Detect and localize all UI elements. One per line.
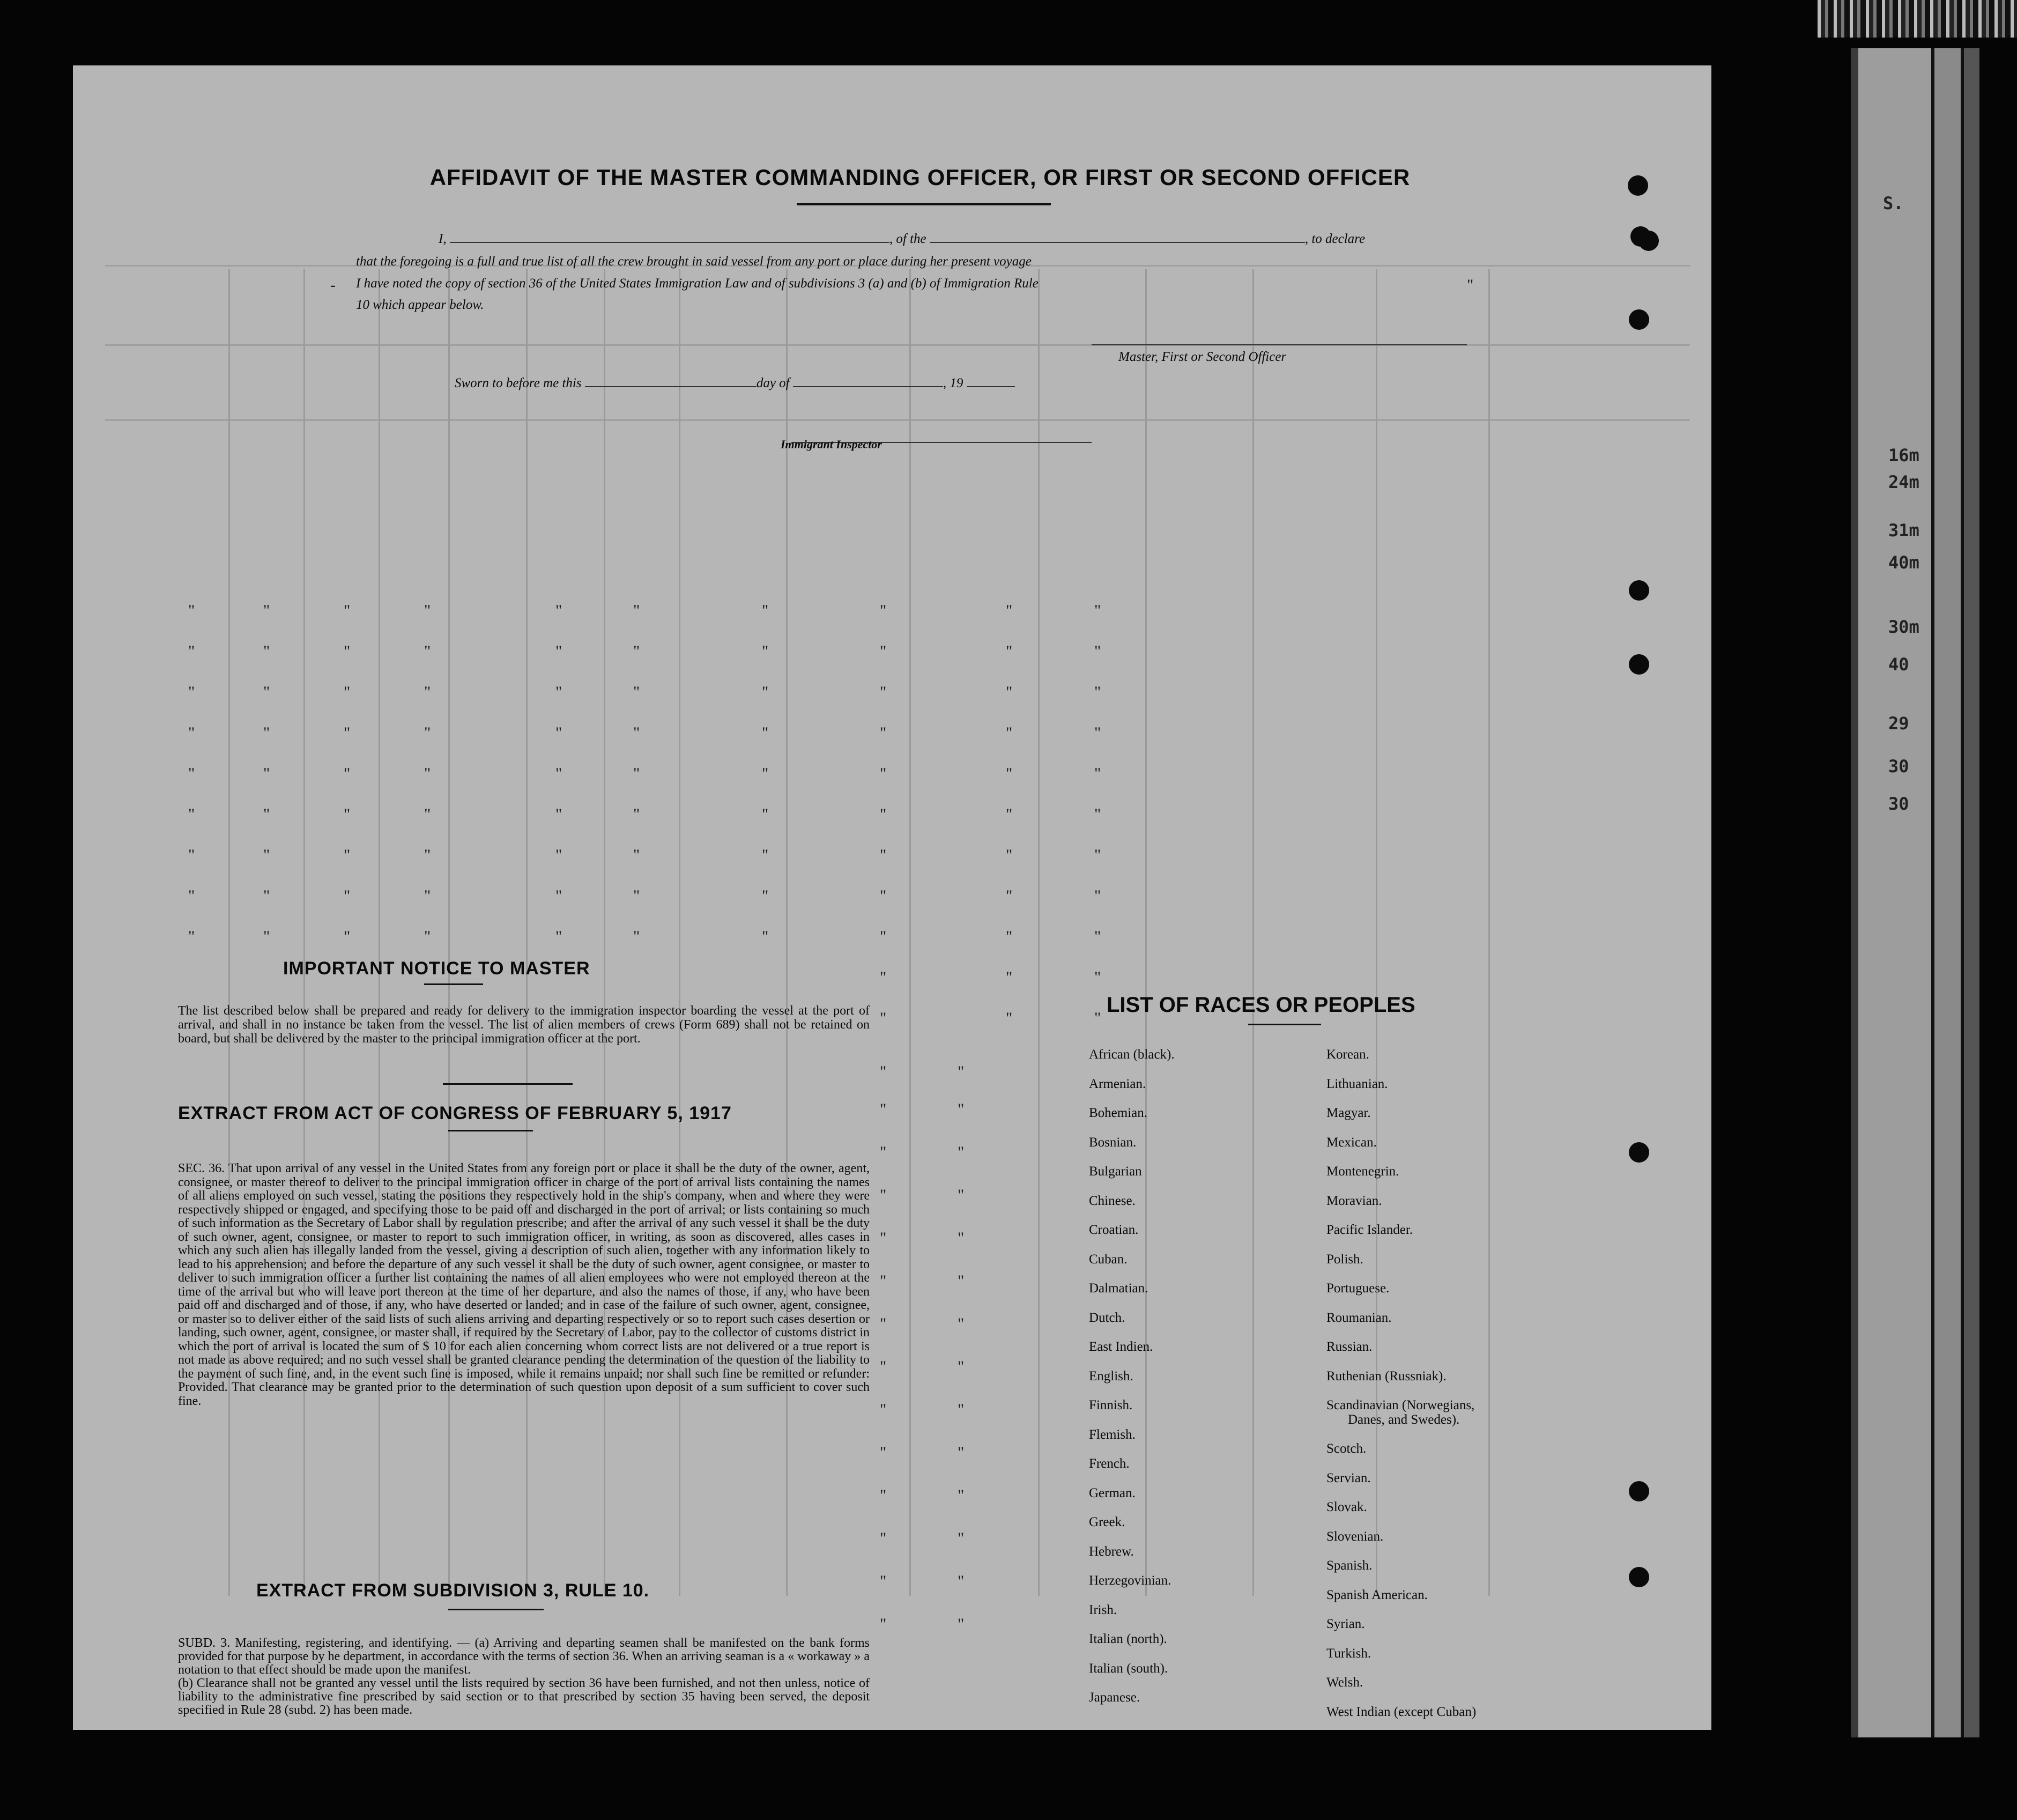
race-item: Roumanian.: [1326, 1310, 1392, 1325]
race-item: Slovenian.: [1326, 1529, 1384, 1544]
ditto-mark: ": [958, 1358, 965, 1375]
inspector-label: Immigrant Inspector: [781, 438, 882, 451]
race-item: Chinese.: [1089, 1193, 1136, 1208]
race-item: East Indien.: [1089, 1340, 1153, 1354]
ditto-mark: ": [880, 602, 887, 619]
ditto-mark: ": [1094, 968, 1101, 986]
ditto-mark: ": [880, 1315, 887, 1333]
bleed-through-column: [1488, 269, 1490, 1596]
ditto-mark: ": [555, 805, 562, 823]
ditto-mark: ": [880, 887, 887, 905]
ditto-mark: ": [958, 1143, 965, 1161]
ditto-mark: ": [880, 1401, 887, 1418]
ditto-mark: ": [880, 765, 887, 782]
strip-mark: 16m: [1888, 445, 1919, 465]
races-underline: [1248, 1024, 1321, 1025]
ditto-mark: ": [1006, 805, 1013, 823]
ditto-mark: ": [762, 724, 769, 742]
ditto-mark: ": [880, 1272, 887, 1290]
ditto-mark: ": [880, 1100, 887, 1118]
ditto-mark: ": [880, 683, 887, 701]
ditto-mark: ": [880, 1444, 887, 1461]
race-item: Danes, and Swedes).: [1348, 1412, 1460, 1427]
ditto-mark: ": [880, 1143, 887, 1161]
affidavit-title: AFFIDAVIT OF THE MASTER COMMANDING OFFICER, OR FIRST OR SECOND OFFICER: [429, 165, 1411, 190]
ditto-mark: ": [958, 1229, 965, 1247]
dash-mark: -: [330, 276, 336, 294]
ditto-mark: ": [880, 1063, 887, 1081]
ditto-mark: ": [958, 1063, 965, 1081]
strip-mark: 30m: [1888, 617, 1919, 637]
notice-title: IMPORTANT NOTICE TO MASTER: [283, 958, 590, 979]
affidavit-line-1c: , to declare: [1304, 232, 1366, 246]
ditto-mark: ": [958, 1315, 965, 1333]
ditto-mark: ": [880, 805, 887, 823]
ditto-mark: ": [880, 1009, 887, 1027]
ditto-mark: ": [555, 724, 562, 742]
strip-mark: 24m: [1888, 472, 1919, 492]
ditto-mark: ": [762, 642, 769, 660]
ditto-mark: ": [263, 683, 270, 701]
ditto-mark: ": [958, 1100, 965, 1118]
race-item: Croatian.: [1089, 1223, 1139, 1237]
ditto-mark: ": [188, 928, 195, 945]
rule-title: EXTRACT FROM SUBDIVISION 3, RULE 10.: [256, 1580, 650, 1601]
ditto-mark: ": [1006, 1009, 1013, 1027]
ditto-mark: ": [762, 683, 769, 701]
ditto-mark: ": [1094, 683, 1101, 701]
ditto-mark: ": [344, 846, 351, 864]
ditto-mark: ": [880, 968, 887, 986]
race-item: Scandinavian (Norwegians,: [1326, 1398, 1475, 1412]
races-left-column: [1089, 1047, 1175, 1719]
punch-hole: [1629, 654, 1649, 675]
ditto-mark: ": [762, 765, 769, 782]
ditto-mark: ": [762, 887, 769, 905]
ditto-mark: ": [1006, 683, 1013, 701]
race-item: Polish.: [1326, 1252, 1363, 1267]
race-item: Turkish.: [1326, 1646, 1371, 1661]
ditto-mark: ": [1006, 846, 1013, 864]
ditto-mark: ": [880, 1186, 887, 1204]
ditto-mark: ": [344, 602, 351, 619]
race-item: Pacific Islander.: [1326, 1223, 1413, 1237]
sworn-b: day of: [756, 376, 790, 390]
race-item: Japanese.: [1089, 1690, 1140, 1705]
ditto-mark: ": [880, 1229, 887, 1247]
bleed-through-column: [1038, 269, 1040, 1596]
ditto-mark: ": [1094, 724, 1101, 742]
sworn-month-blank[interactable]: [793, 374, 943, 387]
ditto-mark: ": [263, 928, 270, 945]
act-title: EXTRACT FROM ACT OF CONGRESS OF FEBRUARY 5, 1917: [178, 1103, 732, 1123]
signature-blank[interactable]: [1092, 332, 1467, 345]
sworn-year-blank[interactable]: [967, 374, 1015, 387]
ditto-mark: ": [958, 1444, 965, 1461]
race-item: French.: [1089, 1456, 1130, 1471]
ditto-mark: ": [263, 765, 270, 782]
film-edge: [1818, 0, 2017, 38]
ditto-mark: ": [344, 683, 351, 701]
ditto-mark: ": [1467, 276, 1474, 294]
strip-edge-line: [1961, 48, 1964, 1737]
strip-mark: 31m: [1888, 520, 1919, 541]
strip-mark: S.: [1883, 193, 1904, 213]
sworn-a: Sworn to before me this: [455, 376, 582, 390]
affidavit-line-1b: , of the: [889, 232, 926, 246]
signature-label: Master, First or Second Officer: [1118, 350, 1287, 364]
ditto-mark: ": [555, 846, 562, 864]
ditto-mark: ": [344, 887, 351, 905]
ditto-mark: ": [344, 805, 351, 823]
ditto-mark: ": [958, 1272, 965, 1290]
ditto-mark: ": [344, 642, 351, 660]
race-item: Greek.: [1089, 1515, 1125, 1529]
race-item: Ruthenian (Russniak).: [1326, 1368, 1447, 1384]
ditto-mark: ": [633, 846, 640, 864]
affidavit-line-4: 10 which appear below.: [356, 298, 484, 312]
ditto-mark: ": [188, 602, 195, 619]
race-item: Spanish American.: [1326, 1587, 1428, 1602]
ditto-mark: ": [958, 1486, 965, 1504]
punch-hole: [1629, 1142, 1649, 1163]
ditto-mark: ": [1006, 887, 1013, 905]
ditto-mark: ": [1006, 642, 1013, 660]
ditto-mark: ": [1094, 805, 1101, 823]
ditto-mark: ": [880, 1572, 887, 1590]
ditto-mark: ": [424, 724, 431, 742]
race-item: Italian (south).: [1089, 1661, 1168, 1676]
ditto-mark: ": [1094, 642, 1101, 660]
punch-hole: [1638, 231, 1659, 251]
ditto-mark: ": [633, 887, 640, 905]
document-page: [73, 65, 1711, 1730]
ditto-mark: ": [1006, 765, 1013, 782]
race-item: Bulgarian: [1089, 1164, 1142, 1179]
strip-mark: 29: [1888, 713, 1909, 734]
race-item: African (black).: [1089, 1047, 1175, 1062]
ditto-mark: ": [1094, 887, 1101, 905]
race-item: Bosnian.: [1089, 1135, 1137, 1150]
bleed-through-column: [909, 269, 911, 1596]
ditto-mark: ": [555, 683, 562, 701]
ditto-mark: ": [762, 928, 769, 945]
ditto-mark: ": [424, 765, 431, 782]
ditto-mark: ": [633, 805, 640, 823]
race-item: Irish.: [1089, 1602, 1117, 1617]
bleed-through-column: [1252, 269, 1254, 1596]
ditto-mark: ": [555, 887, 562, 905]
ditto-mark: ": [958, 1615, 965, 1633]
bleed-through-rule: [105, 419, 1690, 421]
ditto-mark: ": [880, 1529, 887, 1547]
race-item: Moravian.: [1326, 1193, 1382, 1208]
ditto-mark: ": [344, 928, 351, 945]
vessel-blank[interactable]: [930, 230, 1305, 243]
ditto-mark: ": [424, 928, 431, 945]
ditto-mark: ": [1094, 928, 1101, 945]
ditto-mark: ": [1006, 928, 1013, 945]
ditto-mark: ": [555, 602, 562, 619]
punch-hole: [1629, 1481, 1649, 1501]
race-item: Flemish.: [1089, 1427, 1136, 1442]
race-item: Scotch.: [1326, 1441, 1367, 1456]
ditto-mark: ": [1094, 846, 1101, 864]
ditto-mark: ": [263, 602, 270, 619]
race-item: Hebrew.: [1089, 1544, 1134, 1559]
race-item: Herzegovinian.: [1089, 1573, 1171, 1588]
ditto-mark: ": [633, 683, 640, 701]
ditto-mark: ": [263, 642, 270, 660]
ditto-mark: ": [188, 642, 195, 660]
ditto-mark: ": [424, 602, 431, 619]
races-title: LIST OF RACES OR PEOPLES: [1107, 993, 1415, 1017]
punch-hole: [1629, 580, 1649, 601]
punch-hole: [1629, 1567, 1649, 1587]
ditto-mark: ": [633, 928, 640, 945]
strip-edge-line: [1931, 48, 1934, 1737]
strip-mark: 30: [1888, 756, 1909, 776]
race-item: Bohemian.: [1089, 1106, 1148, 1120]
ditto-mark: ": [263, 724, 270, 742]
race-item: Syrian.: [1326, 1617, 1365, 1631]
ditto-mark: ": [880, 1615, 887, 1633]
ditto-mark: ": [762, 846, 769, 864]
race-item: Dutch.: [1089, 1310, 1125, 1325]
ditto-mark: ": [188, 846, 195, 864]
race-item: Italian (north).: [1089, 1632, 1167, 1646]
ditto-mark: ": [424, 887, 431, 905]
ditto-mark: ": [424, 683, 431, 701]
race-item: Welsh.: [1326, 1675, 1363, 1690]
race-item: English.: [1089, 1368, 1133, 1384]
punch-hole: [1628, 175, 1648, 196]
ditto-mark: ": [263, 846, 270, 864]
ditto-mark: ": [424, 642, 431, 660]
strip-mark: 40: [1888, 654, 1909, 675]
ditto-mark: ": [633, 724, 640, 742]
name-blank[interactable]: [450, 230, 889, 243]
ditto-mark: ": [880, 642, 887, 660]
race-item: Mexican.: [1326, 1135, 1377, 1150]
ditto-mark: ": [880, 1486, 887, 1504]
ditto-mark: ": [555, 928, 562, 945]
ditto-mark: ": [188, 887, 195, 905]
race-item: Finnish.: [1089, 1398, 1133, 1412]
ditto-mark: ": [880, 724, 887, 742]
ditto-mark: ": [424, 846, 431, 864]
ditto-mark: ": [1006, 602, 1013, 619]
strip-mark: 30: [1888, 794, 1909, 814]
ditto-mark: ": [880, 928, 887, 945]
race-item: Cuban.: [1089, 1252, 1128, 1267]
ditto-mark: ": [633, 602, 640, 619]
ditto-mark: ": [1094, 1009, 1101, 1027]
ditto-mark: ": [424, 805, 431, 823]
ditto-mark: ": [188, 765, 195, 782]
ditto-mark: ": [188, 805, 195, 823]
race-item: Servian.: [1326, 1470, 1371, 1485]
act-underline: [448, 1130, 533, 1131]
sworn-c: , 19: [943, 376, 963, 390]
race-item: Slovak.: [1326, 1500, 1367, 1514]
race-item: Portuguese.: [1326, 1281, 1390, 1296]
ditto-mark: ": [880, 1358, 887, 1375]
race-item: Russian.: [1326, 1340, 1373, 1354]
race-item: Lithuanian.: [1326, 1076, 1388, 1091]
rule-text: [178, 1637, 870, 1717]
title-underline: [797, 203, 1051, 205]
ditto-mark: ": [263, 887, 270, 905]
punch-hole: [1629, 309, 1649, 330]
ditto-mark: ": [188, 724, 195, 742]
adjacent-page-strip: [1851, 48, 1979, 1737]
sworn-line: [455, 374, 1015, 391]
race-item: Spanish.: [1326, 1558, 1373, 1573]
ditto-mark: ": [958, 1529, 965, 1547]
ditto-mark: ": [958, 1401, 965, 1418]
affidavit-line-2: that the foregoing is a full and true list of all the crew brought in said vessel from any port or place during her present voyage: [356, 254, 1032, 269]
act-text: SEC. 36. That upon arrival of any vessel in the United States from any foreign port or place it shall be the duty of the owner, agent, consignee, or master thereof to deliver to the principal immigration officer in charge of the port of arrival lists containing the names of all aliens employed on such vessel, stating the positions they respectively hold in the ship's company, when and where they were respectively shipped or engaged, and specifying those to be paid off and discharged in the port of arrival; or lists containing so much of such information as the Secretary of Labor shall by regulation prescribe; and after the arrival of any such vessel it shall be the duty of such owner, agent, consignee, or master to report to such immigration officer, in writing, as soon as discovered, alles cases in which any such alien has illegally landed from the vessel, giving a description of such alien, together with any information likely to lead to his apprehension; and before the departure of any such vessel it shall be the duty of such owner, agent consignee, or master to deliver to such immigration officer a further list containing the names of all alien employees who were not employed thereon at the time of the arrival but who will leave port thereon at the time of her departure, and also the names of those, if any, who have been paid off and discharged and of those, if any, who have deserted or landed; and in case of the failure of such owner, agent, consignee, or master so to deliver either of the said lists of such aliens arriving and departing respectively or so to report such cases desertion or landing, such owner, agent, consignee, or master shall, if required by the Secretary of Labor, pay to the collector of customs district in which the port of arrival is located the sum of $ 10 for each alien concerning whom correct lists are not delivered or a true report is not made as above required; and no such vessel shall be granted clearance pending the determination of the question of the liability to the payment of such fine, and, in the event such fine is imposed, while it remains unpaid; nor shall such fine be remitted or refunder: Provided. That clearance may be granted prior to the determination of such question upon deposit of a sum sufficient to cover such fine.: [178, 1161, 870, 1408]
ditto-mark: ": [1094, 602, 1101, 619]
affidavit-line-3: I have noted the copy of section 36 of the United States Immigration Law and of subdivisions 3 (a) and (b) of Immigration Rule: [356, 276, 1039, 291]
rule-text-b: (b) Clearance shall not be granted any vessel until the lists required by section 36 have been furnished, and not then unless, notice of liability to the administrative fine prescribed by said section or to that prescribed by section 35 having been served, the deposit specified in Rule 28 (subd. 2) has been made.: [178, 1676, 870, 1717]
notice-rule: [443, 1083, 573, 1085]
sworn-day-blank[interactable]: [585, 374, 757, 387]
notice-text: The list described below shall be prepared and ready for delivery to the immigration inspector boarding the vessel at the port of arrival, and shall in no instance be taken from the vessel. The list of alien members of crews (Form 689) shall not be retained on board, but shall be delivered by the master to the principal immigration officer at the port.: [178, 1004, 870, 1046]
ditto-mark: ": [958, 1186, 965, 1204]
ditto-mark: ": [633, 642, 640, 660]
affidavit-line-1: [439, 230, 1365, 247]
races-right-column: [1326, 1047, 1476, 1730]
ditto-mark: ": [1094, 765, 1101, 782]
ditto-mark: ": [1006, 968, 1013, 986]
ditto-mark: ": [762, 602, 769, 619]
race-item: Armenian.: [1089, 1076, 1146, 1091]
ditto-mark: ": [344, 724, 351, 742]
ditto-mark: ": [555, 642, 562, 660]
race-item: Montenegrin.: [1326, 1164, 1399, 1179]
ditto-mark: ": [555, 765, 562, 782]
race-item: Korean.: [1326, 1047, 1369, 1062]
ditto-mark: ": [344, 765, 351, 782]
rule-underline: [448, 1609, 544, 1610]
ditto-mark: ": [958, 1572, 965, 1590]
ditto-mark: ": [880, 846, 887, 864]
strip-mark: 40m: [1888, 552, 1919, 573]
ditto-mark: ": [1006, 724, 1013, 742]
ditto-mark: ": [762, 805, 769, 823]
race-item: Dalmatian.: [1089, 1281, 1148, 1296]
ditto-mark: ": [633, 765, 640, 782]
race-item: German.: [1089, 1485, 1136, 1500]
race-item: West Indian (except Cuban): [1326, 1704, 1477, 1719]
affidavit-line-1a: I,: [439, 232, 447, 246]
ditto-mark: ": [263, 805, 270, 823]
ditto-mark: ": [188, 683, 195, 701]
rule-text-a: SUBD. 3. Manifesting, registering, and identifying. — (a) Arriving and departing seamen shall be manifested on the bank forms provided for that purpose by he department, in accordance with the terms of section 36. When an arriving seaman is a « workaway » a notation to that effect should be made upon the manifest.: [178, 1636, 870, 1677]
notice-underline: [424, 983, 483, 985]
race-item: Magyar.: [1326, 1106, 1371, 1120]
